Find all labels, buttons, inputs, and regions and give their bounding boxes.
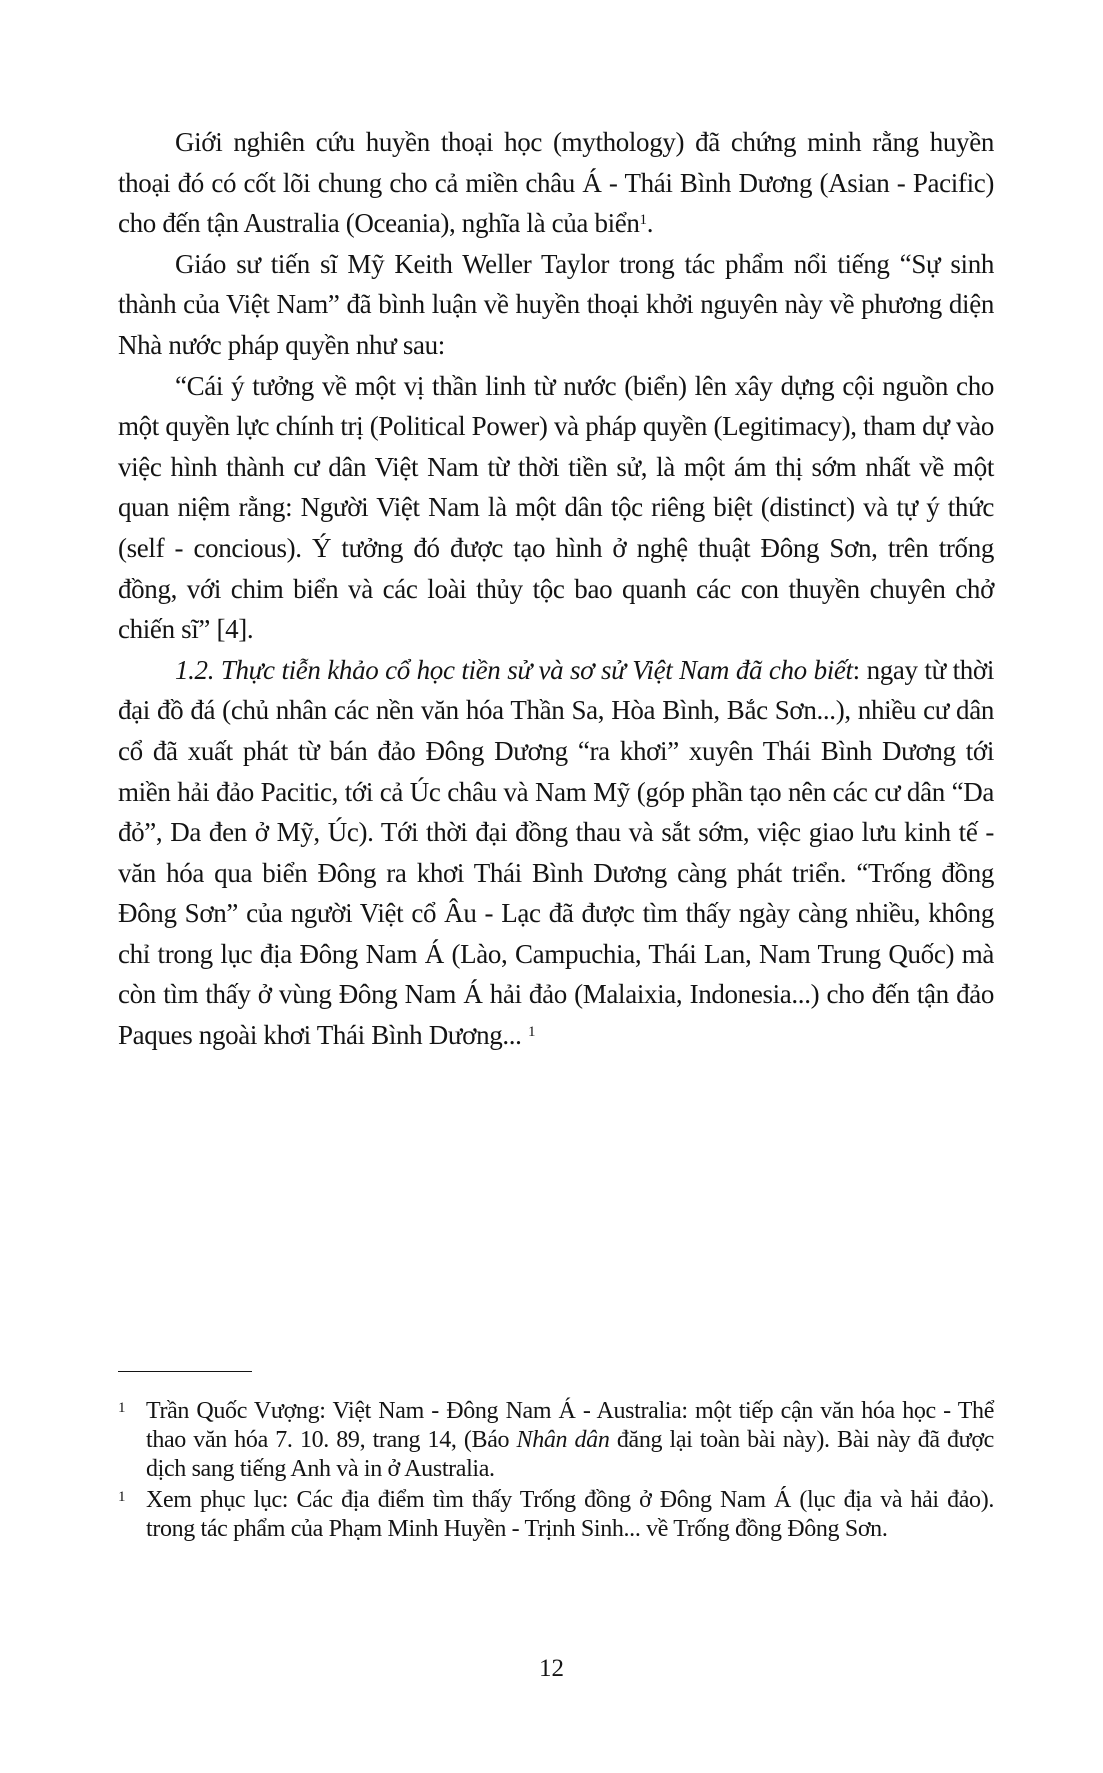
paragraph-mythology [118,122,994,244]
footnote-item [118,1486,994,1544]
paragraph-text: Giáo sư tiến sĩ Mỹ Keith Weller Taylor trong tác phẩm nổi tiếng “Sự sinh thành của Việt Nam” đã bình luận về huyền thoại khởi nguyên này về phương diện Nhà nước pháp quyền như sau: [118,248,994,360]
footnotes [118,1397,994,1546]
paragraph-section-1-2 [118,650,994,1056]
footnote-item [118,1397,994,1484]
footnote-text: Trần Quốc Vượng: Việt Nam - Đông Nam Á - Australia: một tiếp cận văn hóa học - Thể thao văn hóa 7. 10. 89, trang 14, (Báo [146,1398,994,1453]
footnote-separator [118,1371,252,1372]
main-text [118,122,994,1056]
paragraph-text: Giới nghiên cứu huyền thoại học (mythology) đã chứng minh rằng huyền thoại đó có cốt lõi chung cho cả miền châu Á - Thái Bình Dương (Asian - Pacific) cho đến tận Australia (Oceania), nghĩa là của biển [118,127,994,239]
footnote-reference[interactable]: 1 [639,212,647,229]
quote-text: “Cái ý tưởng về một vị thần linh từ nước (biển) lên xây dựng cội nguồn cho một quyền lực chính trị (Political Power) và pháp quyền (Legitimacy), tham dự vào việc hình thành cư dân Việt Nam từ thời tiền sử, là một ám thị sớm nhất về một quan niệm rằng: Người Việt Nam là một dân tộc riêng biệt (distinct) và tự ý thức (self - concious). Ý tưởng đó được tạo hình ở nghệ thuật Đông Sơn, trên trống đồng, với chim biển và các loài thủy tộc bao quanh các con thuyền chuyên chở chiến sĩ” [4]. [118,370,994,645]
footnote-italic-text: Nhân dân [516,1427,610,1453]
footnote-marker: 1 [118,1400,126,1416]
footnote-text: Xem phục lục: Các địa điểm tìm thấy Trống đồng ở Đông Nam Á (lục địa và hải đảo). trong tác phẩm của Phạm Minh Huyền - Trịnh Sinh... về Trống đồng Đông Sơn. [146,1487,994,1542]
page-body [118,122,994,1056]
paragraph-punctuation: . [646,208,654,239]
footnote-text-after: đăng lại toàn bài này). Bài này đã được dịch sang tiếng Anh và in ở Australia. [146,1427,994,1482]
paragraph-quote [118,366,994,650]
paragraph-text: : ngay từ thời đại đồ đá (chủ nhân các nền văn hóa Thần Sa, Hòa Bình, Bắc Sơn...), nhiều cư dân cổ đã xuất phát từ bán đảo Đông Dương “ra khơi” xuyên Thái Bình Dương tới miền hải đảo Pacitic, tới cả Úc châu và Nam Mỹ (góp phần tạo nên các cư dân “Da đỏ”, Da đen ở Mỹ, Úc). Tới thời đại đồng thau và sắt sớm, việc giao lưu kinh tế - văn hóa qua biển Đông ra khơi Thái Bình Dương càng phát triển. “Trống đồng Đông Sơn” của người Việt cổ Âu - Lạc đã được tìm thấy ngày càng nhiều, không chỉ trong lục địa Đông Nam Á (Lào, Campuchia, Thái Lan, Nam Trung Quốc) mà còn tìm thấy ở vùng Đông Nam Á hải đảo (Malaixia, Indonesia...) cho đến tận đảo Paques ngoài khơi Thái Bình Dương... [118,654,994,1051]
footnote-reference[interactable]: 1 [527,1024,536,1041]
page-number: 12 [539,1655,564,1682]
paragraph-taylor [118,244,994,366]
footnote-marker: 1 [118,1489,126,1505]
section-heading-italic: 1.2. Thực tiễn khảo cổ học tiền sử và sơ sử Việt Nam đã cho biết [175,654,853,685]
